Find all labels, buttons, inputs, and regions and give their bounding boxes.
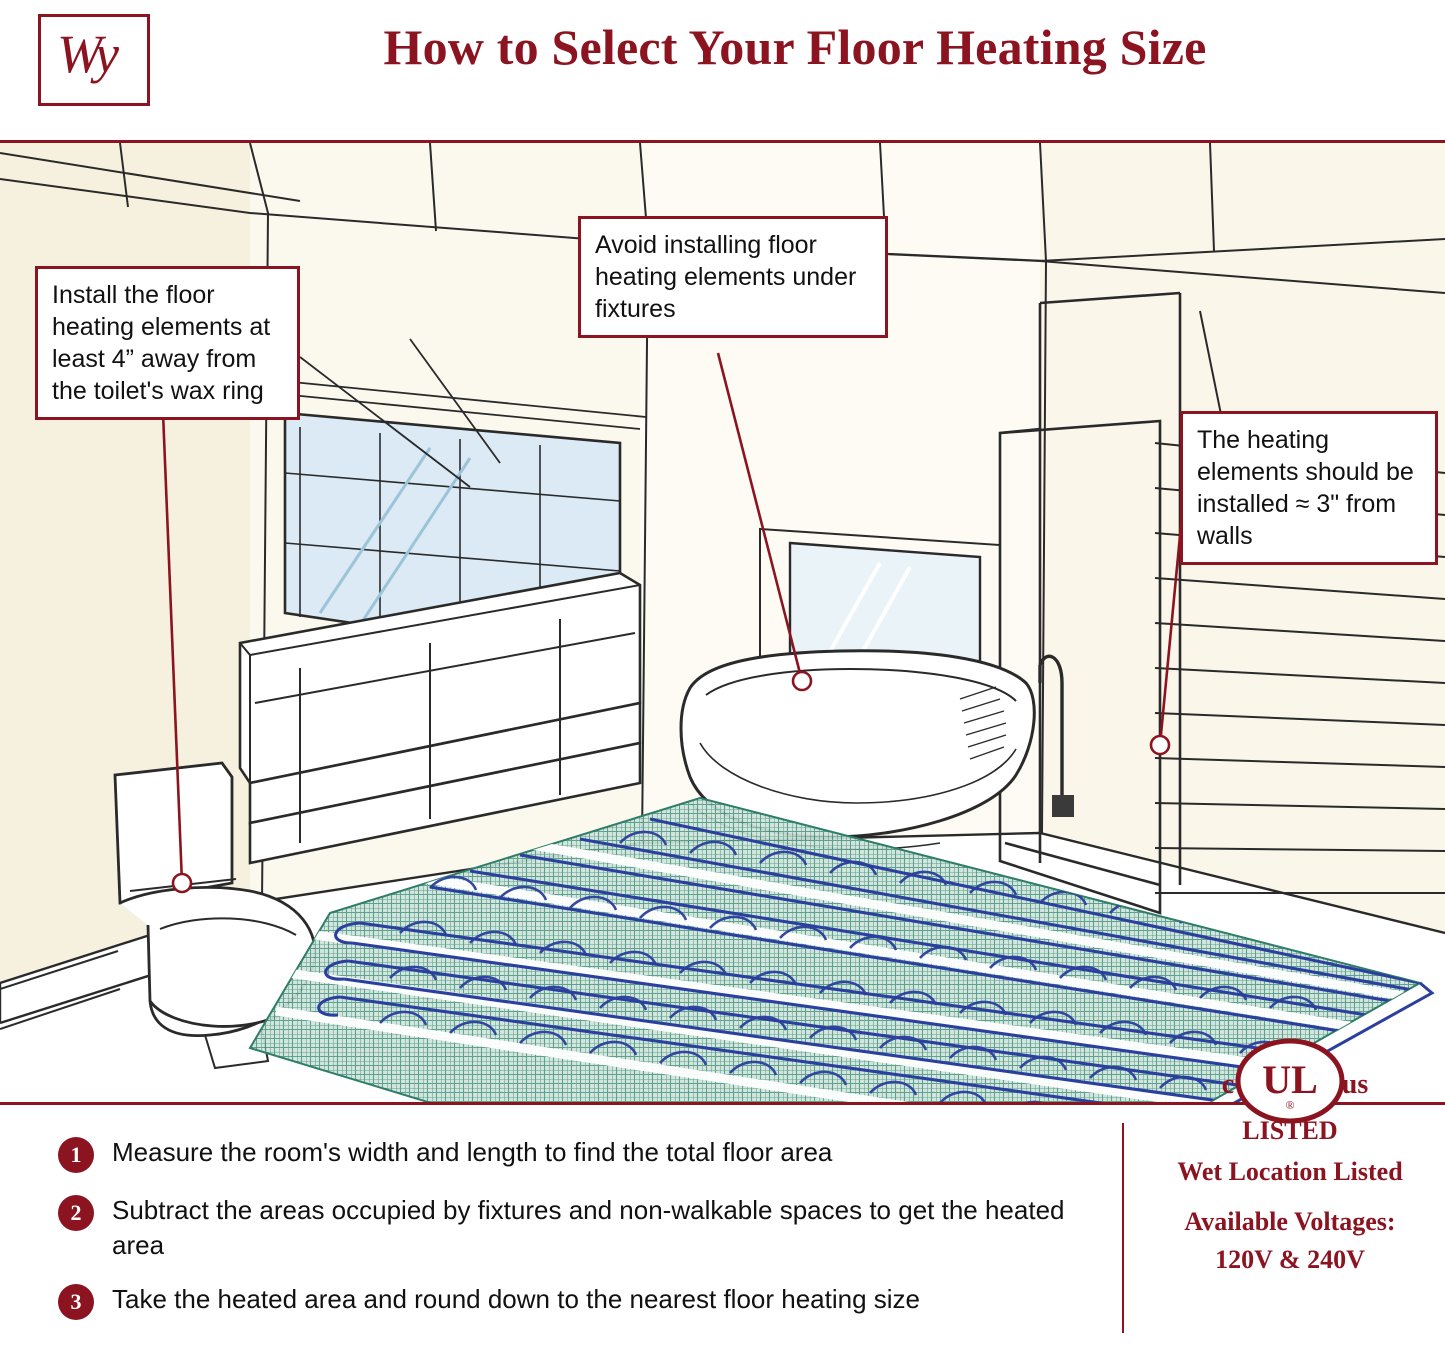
ul-badge-left-mark: c — [1221, 1069, 1235, 1100]
page-title: How to Select Your Floor Heating Size — [383, 19, 1207, 75]
list-item — [58, 1135, 1098, 1173]
step-text: Take the heated area and round down to the nearest floor heating size — [112, 1284, 921, 1315]
ul-listed-badge — [1150, 1035, 1430, 1145]
page-footer — [0, 1057, 1445, 1348]
wet-location-label: Wet Location Listed — [1177, 1157, 1403, 1186]
list-item — [58, 1282, 1098, 1320]
svg-text:UL: UL — [1262, 1057, 1318, 1102]
svg-text:®: ® — [1285, 1098, 1295, 1112]
step-text: Measure the room's width and length to find the total floor area — [112, 1137, 833, 1167]
brand-logo — [38, 14, 150, 106]
certification-block — [1150, 1035, 1430, 1276]
callout-wall-clearance: The heating elements should be installed ≈ 3" from walls — [1180, 411, 1438, 565]
steps-list — [58, 1135, 1098, 1340]
ul-badge-listed-text: LISTED — [1242, 1116, 1338, 1145]
step-text: Subtract the areas occupied by fixtures and non-walkable spaces to get the heated area — [112, 1195, 1065, 1260]
page-header — [0, 0, 1445, 140]
bathroom-illustration — [0, 143, 1445, 1102]
list-item — [58, 1193, 1098, 1262]
step-number-badge: 3 — [58, 1284, 94, 1320]
brand-logo-mark: Wy — [57, 24, 117, 84]
footer-divider-vertical — [1122, 1123, 1124, 1333]
callout-avoid-fixtures: Avoid installing floor heating elements under fixtures — [578, 216, 888, 338]
step-number-badge: 2 — [58, 1195, 94, 1231]
step-number-badge: 1 — [58, 1137, 94, 1173]
ul-badge-right-mark: us — [1341, 1069, 1369, 1100]
ul-badge-icon — [1150, 1035, 1430, 1147]
available-voltages-value: 120V & 240V — [1215, 1244, 1365, 1274]
callout-toilet-clearance: Install the floor heating elements at least 4” away from the toilet's wax ring — [35, 266, 300, 420]
available-voltages-label: Available Voltages: — [1184, 1206, 1396, 1236]
